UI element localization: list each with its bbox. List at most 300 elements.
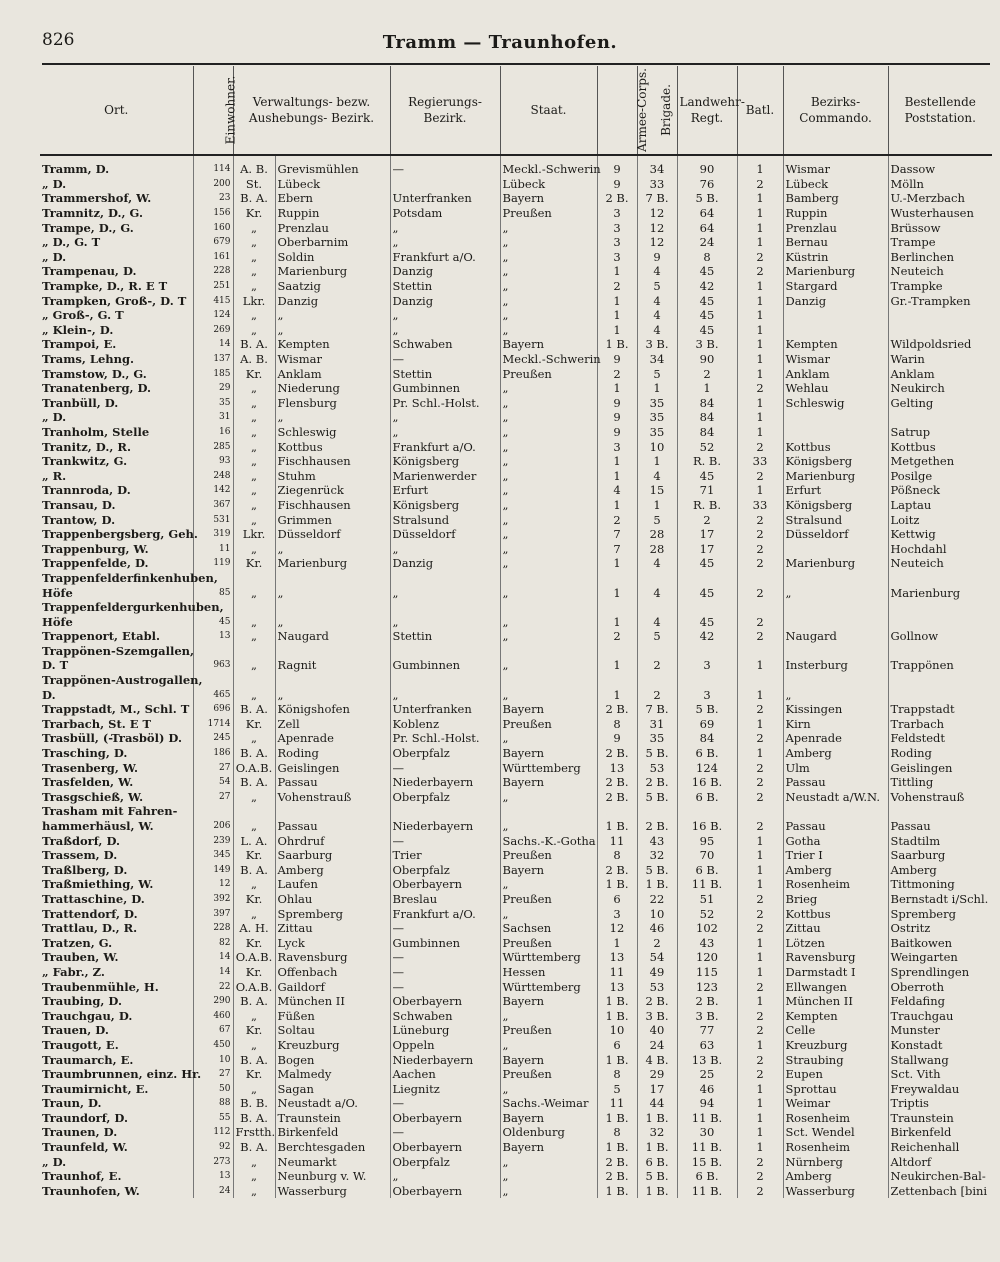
bezirk-type-cell: B. A.: [233, 1052, 275, 1067]
regierung-cell: Potsdam: [390, 206, 500, 221]
batl-cell: 2: [737, 381, 783, 396]
ort-cell: Trankwitz, G.: [42, 454, 128, 469]
verwaltung-cell: Saatzig: [275, 279, 390, 294]
batl-cell: 2: [737, 250, 783, 265]
regierung-cell: Koblenz: [390, 717, 500, 732]
bezirks-cell: Königsberg: [783, 454, 888, 469]
ort-cell: Tramm, D.: [42, 162, 110, 177]
staat-cell: „: [500, 1008, 597, 1023]
table-row: [40, 746, 992, 761]
ort-cell: Trasfelden, W.: [42, 775, 134, 790]
einwohner-cell: 114: [193, 155, 233, 177]
ort-cell: Trasenberg, W.: [42, 760, 138, 775]
bezirks-cell: Passau: [783, 819, 888, 834]
armee-cell: 1 B.: [597, 1184, 637, 1199]
bezirks-cell: Erfurt: [783, 483, 888, 498]
batl-cell: 1: [737, 293, 783, 308]
armee-cell: 8: [597, 1067, 637, 1082]
brigade-cell: 15: [637, 483, 677, 498]
brigade-cell: 1 B.: [637, 877, 677, 892]
bezirk-type-cell: „: [233, 454, 275, 469]
verwaltung-cell: [275, 804, 390, 819]
einwohner-cell: 14: [193, 337, 233, 352]
bezirks-cell: Kissingen: [783, 702, 888, 717]
einwohner-cell: 156: [193, 206, 233, 221]
post-cell: Brüssow: [888, 220, 992, 235]
post-cell: Oberroth: [888, 979, 992, 994]
bezirk-type-cell: „: [233, 498, 275, 513]
bezirks-cell: [783, 323, 888, 338]
bezirks-cell: Apenrade: [783, 731, 888, 746]
staat-cell: Preußen: [500, 892, 597, 907]
einwohner-cell: 269: [193, 323, 233, 338]
verwaltung-cell: Ohrdruf: [275, 833, 390, 848]
bezirks-cell: Ruppin: [783, 206, 888, 221]
brigade-cell: 5: [637, 279, 677, 294]
batl-cell: 1: [737, 935, 783, 950]
einwohner-cell: 55: [193, 1111, 233, 1126]
post-cell: [888, 644, 992, 659]
einwohner-cell: 23: [193, 191, 233, 206]
ort-cell: Höfe: [42, 585, 73, 600]
staat-cell: Bayern: [500, 1052, 597, 1067]
ort-cell: Trassem, D.: [42, 848, 118, 863]
brigade-cell: 34: [637, 155, 677, 177]
staat-cell: Preußen: [500, 848, 597, 863]
staat-cell: „: [500, 819, 597, 834]
table-row: [40, 1008, 992, 1023]
einwohner-cell: 85: [193, 585, 233, 600]
ort-cell: Transau, D.: [42, 497, 116, 512]
bezirks-cell: Amberg: [783, 746, 888, 761]
einwohner-cell: 531: [193, 512, 233, 527]
bezirks-cell: Wasserburg: [783, 1184, 888, 1199]
bezirk-type-cell: [233, 571, 275, 586]
einwohner-cell: 465: [193, 687, 233, 702]
post-cell: Saarburg: [888, 848, 992, 863]
armee-cell: 9: [597, 177, 637, 192]
verwaltung-cell: Soldin: [275, 250, 390, 265]
verwaltung-cell: Flensburg: [275, 396, 390, 411]
table-row: [40, 191, 992, 206]
armee-cell: 8: [597, 717, 637, 732]
bezirk-type-cell: „: [233, 541, 275, 556]
einwohner-cell: 119: [193, 556, 233, 571]
bezirks-cell: Amberg: [783, 1169, 888, 1184]
bezirk-type-cell: „: [233, 279, 275, 294]
bezirk-type-cell: Kr.: [233, 556, 275, 571]
regt-cell: 84: [677, 425, 737, 440]
regierung-cell: „: [390, 308, 500, 323]
table-row: [40, 439, 992, 454]
post-cell: Dassow: [888, 155, 992, 177]
einwohner-cell: 22: [193, 979, 233, 994]
staat-cell: „: [500, 439, 597, 454]
regt-cell: 45: [677, 468, 737, 483]
bezirk-type-cell: Kr.: [233, 965, 275, 980]
staat-cell: „: [500, 396, 597, 411]
einwohner-cell: 963: [193, 658, 233, 673]
post-cell: Trappstadt: [888, 702, 992, 717]
brigade-cell: 5 B.: [637, 863, 677, 878]
col-post: Bestellende Poststation.: [888, 66, 992, 155]
regt-cell: 2: [677, 366, 737, 381]
verwaltung-cell: „: [275, 410, 390, 425]
regierung-cell: „: [390, 220, 500, 235]
bezirks-cell: Anklam: [783, 366, 888, 381]
bezirk-type-cell: „: [233, 1038, 275, 1053]
bezirks-cell: [783, 600, 888, 615]
bezirk-type-cell: „: [233, 425, 275, 440]
table-row: [40, 687, 992, 702]
bezirks-cell: Weimar: [783, 1096, 888, 1111]
einwohner-cell: 160: [193, 220, 233, 235]
bezirk-type-cell: „: [233, 658, 275, 673]
regierung-cell: Liegnitz: [390, 1081, 500, 1096]
post-cell: Triptis: [888, 1096, 992, 1111]
brigade-cell: 2 B.: [637, 775, 677, 790]
bezirks-cell: Insterburg: [783, 658, 888, 673]
bezirks-cell: [783, 804, 888, 819]
table-row: [40, 833, 992, 848]
einwohner-cell: 24: [193, 1184, 233, 1199]
brigade-cell: 22: [637, 892, 677, 907]
verwaltung-cell: Füßen: [275, 1008, 390, 1023]
regierung-cell: [390, 673, 500, 688]
batl-cell: 1: [737, 877, 783, 892]
batl-cell: 2: [737, 177, 783, 192]
post-cell: Spremberg: [888, 906, 992, 921]
einwohner-cell: 27: [193, 1067, 233, 1082]
verwaltung-cell: Ebern: [275, 191, 390, 206]
regierung-cell: —: [390, 760, 500, 775]
table-row: [40, 892, 992, 907]
staat-cell: „: [500, 264, 597, 279]
brigade-cell: 17: [637, 1081, 677, 1096]
batl-cell: 2: [737, 1169, 783, 1184]
batl-cell: [737, 804, 783, 819]
batl-cell: 1: [737, 1096, 783, 1111]
ort-cell: Tramnitz, D., G.: [42, 206, 143, 221]
staat-cell: [500, 804, 597, 819]
staat-cell: „: [500, 468, 597, 483]
verwaltung-cell: „: [275, 614, 390, 629]
brigade-cell: 7 B.: [637, 702, 677, 717]
einwohner-cell: 13: [193, 1169, 233, 1184]
bezirks-cell: [783, 410, 888, 425]
armee-cell: 13: [597, 950, 637, 965]
col-verwaltung: Verwaltungs- bezw. Aushebungs- Bezirk.: [233, 66, 390, 155]
regierung-cell: [390, 600, 500, 615]
bezirks-cell: Lötzen: [783, 935, 888, 950]
brigade-cell: 35: [637, 396, 677, 411]
armee-cell: 9: [597, 155, 637, 177]
brigade-cell: 10: [637, 439, 677, 454]
verwaltung-cell: Passau: [275, 775, 390, 790]
brigade-cell: 32: [637, 848, 677, 863]
post-cell: Trappönen: [888, 658, 992, 673]
regt-cell: 45: [677, 323, 737, 338]
verwaltung-cell: Spremberg: [275, 906, 390, 921]
batl-cell: 1: [737, 483, 783, 498]
regierung-cell: Oberbayern: [390, 1184, 500, 1199]
bezirk-type-cell: B. A.: [233, 702, 275, 717]
regt-cell: 2: [677, 512, 737, 527]
batl-cell: 1: [737, 717, 783, 732]
brigade-cell: 2: [637, 658, 677, 673]
staat-cell: [500, 644, 597, 659]
brigade-cell: [637, 644, 677, 659]
staat-cell: „: [500, 687, 597, 702]
batl-cell: 2: [737, 585, 783, 600]
post-cell: Trampke: [888, 279, 992, 294]
einwohner-cell: 27: [193, 790, 233, 805]
regt-cell: 11 B.: [677, 1111, 737, 1126]
bezirks-cell: Gotha: [783, 833, 888, 848]
brigade-cell: 3 B.: [637, 1008, 677, 1023]
bezirk-type-cell: B. B.: [233, 1096, 275, 1111]
table-row: [40, 483, 992, 498]
bezirks-cell: [783, 614, 888, 629]
bezirks-cell: Zittau: [783, 921, 888, 936]
brigade-cell: 9: [637, 250, 677, 265]
regt-cell: 77: [677, 1023, 737, 1038]
ort-cell: Trasham mit Fahren-: [42, 804, 178, 819]
staat-cell: „: [500, 293, 597, 308]
regt-cell: 45: [677, 585, 737, 600]
staat-cell: [500, 571, 597, 586]
regierung-cell: —: [390, 352, 500, 367]
armee-cell: 5: [597, 1081, 637, 1096]
staat-cell: „: [500, 541, 597, 556]
staat-cell: Bayern: [500, 337, 597, 352]
brigade-cell: [637, 804, 677, 819]
table-row: [40, 1169, 992, 1184]
armee-cell: 2: [597, 366, 637, 381]
ort-cell: Trantow, D.: [42, 512, 116, 527]
bezirks-cell: Kreuzburg: [783, 1038, 888, 1053]
table-row: [40, 293, 992, 308]
ort-cell: Tranatenberg, D.: [42, 381, 152, 396]
regierung-cell: „: [390, 614, 500, 629]
regierung-cell: —: [390, 1125, 500, 1140]
ort-cell: Trammershof, W.: [42, 191, 152, 206]
table-row: [40, 308, 992, 323]
brigade-cell: 1 B.: [637, 1111, 677, 1126]
post-cell: Posilge: [888, 468, 992, 483]
brigade-cell: 49: [637, 965, 677, 980]
regierung-cell: Stralsund: [390, 512, 500, 527]
bezirk-type-cell: O.A.B.: [233, 760, 275, 775]
post-cell: Loitz: [888, 512, 992, 527]
armee-cell: 1: [597, 658, 637, 673]
armee-cell: 7: [597, 527, 637, 542]
regierung-cell: Stettin: [390, 279, 500, 294]
einwohner-cell: 460: [193, 1008, 233, 1023]
regierung-cell: [390, 177, 500, 192]
brigade-cell: 5: [637, 366, 677, 381]
armee-cell: 1 B.: [597, 877, 637, 892]
table-row: [40, 775, 992, 790]
verwaltung-cell: Grimmen: [275, 512, 390, 527]
regt-cell: 42: [677, 629, 737, 644]
armee-cell: 2 B.: [597, 1154, 637, 1169]
verwaltung-cell: Grevismühlen: [275, 155, 390, 177]
bezirks-cell: [783, 673, 888, 688]
bezirk-type-cell: „: [233, 629, 275, 644]
regierung-cell: Gumbinnen: [390, 658, 500, 673]
verwaltung-cell: Schleswig: [275, 425, 390, 440]
post-cell: Reichenhall: [888, 1140, 992, 1155]
batl-cell: 2: [737, 1052, 783, 1067]
batl-cell: 1: [737, 950, 783, 965]
armee-cell: 2 B.: [597, 702, 637, 717]
verwaltung-cell: Oberbarnim: [275, 235, 390, 250]
bezirks-cell: Kottbus: [783, 439, 888, 454]
post-cell: Satrup: [888, 425, 992, 440]
regierung-cell: Frankfurt a/O.: [390, 906, 500, 921]
table-row: [40, 717, 992, 732]
armee-cell: 1: [597, 454, 637, 469]
armee-cell: [597, 600, 637, 615]
batl-cell: 1: [737, 1125, 783, 1140]
bezirk-type-cell: „: [233, 220, 275, 235]
post-cell: Weingarten: [888, 950, 992, 965]
bezirk-type-cell: „: [233, 1154, 275, 1169]
regt-cell: 17: [677, 527, 737, 542]
brigade-cell: [637, 673, 677, 688]
verwaltung-cell: „: [275, 308, 390, 323]
einwohner-cell: 10: [193, 1052, 233, 1067]
staat-cell: „: [500, 614, 597, 629]
table-row: [40, 1052, 992, 1067]
ort-cell: „ D.: [42, 1154, 67, 1169]
batl-cell: 2: [737, 819, 783, 834]
table-row: [40, 702, 992, 717]
brigade-cell: 1: [637, 498, 677, 513]
table-row: [40, 614, 992, 629]
post-cell: Stadtilm: [888, 833, 992, 848]
post-cell: Trampe: [888, 235, 992, 250]
armee-cell: 8: [597, 1125, 637, 1140]
bezirks-cell: Passau: [783, 775, 888, 790]
armee-cell: 6: [597, 892, 637, 907]
ort-cell: Trappönen-Szemgallen,: [42, 643, 195, 658]
einwohner-cell: 228: [193, 921, 233, 936]
armee-cell: 11: [597, 833, 637, 848]
batl-cell: 1: [737, 279, 783, 294]
ort-cell: Trappstadt, M., Schl. T: [42, 702, 190, 717]
armee-cell: 9: [597, 731, 637, 746]
brigade-cell: 12: [637, 220, 677, 235]
ort-cell: Trauben, W.: [42, 950, 119, 965]
verwaltung-cell: Roding: [275, 746, 390, 761]
ort-cell: „ Fabr., Z.: [42, 964, 105, 979]
ort-cell: Tranitz, D., R.: [42, 439, 131, 454]
brigade-cell: 31: [637, 717, 677, 732]
regt-cell: 16 B.: [677, 819, 737, 834]
staat-cell: „: [500, 877, 597, 892]
brigade-cell: 2: [637, 687, 677, 702]
bezirks-cell: Bernau: [783, 235, 888, 250]
armee-cell: 2 B.: [597, 863, 637, 878]
post-cell: Neuteich: [888, 556, 992, 571]
ort-cell: Trauen, D.: [42, 1023, 109, 1038]
ort-cell: „ D.: [42, 176, 67, 191]
brigade-cell: 12: [637, 235, 677, 250]
brigade-cell: 4: [637, 468, 677, 483]
einwohner-cell: 290: [193, 994, 233, 1009]
batl-cell: 1: [737, 658, 783, 673]
brigade-cell: 4: [637, 614, 677, 629]
post-cell: [888, 323, 992, 338]
batl-cell: 1: [737, 308, 783, 323]
einwohner-cell: 149: [193, 863, 233, 878]
verwaltung-cell: „: [275, 585, 390, 600]
regt-cell: 3: [677, 658, 737, 673]
brigade-cell: 3 B.: [637, 337, 677, 352]
verwaltung-cell: Ragnit: [275, 658, 390, 673]
regierung-cell: Trier: [390, 848, 500, 863]
armee-cell: 2 B.: [597, 775, 637, 790]
ort-cell: Trarbach, St. E T: [42, 716, 152, 731]
einwohner-cell: 185: [193, 366, 233, 381]
regierung-cell: Niederbayern: [390, 1052, 500, 1067]
batl-cell: 2: [737, 1154, 783, 1169]
bezirk-type-cell: Lkr.: [233, 293, 275, 308]
batl-cell: 2: [737, 1067, 783, 1082]
regt-cell: 90: [677, 352, 737, 367]
staat-cell: „: [500, 1184, 597, 1199]
verwaltung-cell: Soltau: [275, 1023, 390, 1038]
bezirks-cell: Neustadt a/W.N.: [783, 790, 888, 805]
regierung-cell: Schwaben: [390, 337, 500, 352]
batl-cell: 2: [737, 1023, 783, 1038]
staat-cell: „: [500, 498, 597, 513]
regt-cell: 5 B.: [677, 702, 737, 717]
staat-cell: Hessen: [500, 965, 597, 980]
bezirk-type-cell: „: [233, 308, 275, 323]
post-cell: Vohenstrauß: [888, 790, 992, 805]
armee-cell: 12: [597, 921, 637, 936]
post-cell: Trauchgau: [888, 1008, 992, 1023]
bezirk-type-cell: „: [233, 235, 275, 250]
ort-cell: Traßmiething, W.: [42, 877, 154, 892]
bezirks-cell: Rosenheim: [783, 1111, 888, 1126]
verwaltung-cell: Bogen: [275, 1052, 390, 1067]
regt-cell: 90: [677, 155, 737, 177]
post-cell: Marienburg: [888, 585, 992, 600]
col-landwehr-regt: Landwehr- Regt.: [677, 66, 737, 155]
brigade-cell: 1: [637, 381, 677, 396]
regierung-cell: Oberbayern: [390, 994, 500, 1009]
einwohner-cell: 206: [193, 819, 233, 834]
brigade-cell: 35: [637, 410, 677, 425]
table-row: [40, 673, 992, 688]
col-landwehr-batl: Batl.: [737, 66, 783, 155]
verwaltung-cell: Geislingen: [275, 760, 390, 775]
bezirk-type-cell: [233, 673, 275, 688]
brigade-cell: 5 B.: [637, 746, 677, 761]
brigade-cell: 12: [637, 206, 677, 221]
bezirks-cell: Kempten: [783, 1008, 888, 1023]
table-row: [40, 337, 992, 352]
bezirks-cell: Brieg: [783, 892, 888, 907]
regt-cell: 45: [677, 614, 737, 629]
armee-cell: 1 B.: [597, 1140, 637, 1155]
batl-cell: 2: [737, 979, 783, 994]
staat-cell: „: [500, 629, 597, 644]
